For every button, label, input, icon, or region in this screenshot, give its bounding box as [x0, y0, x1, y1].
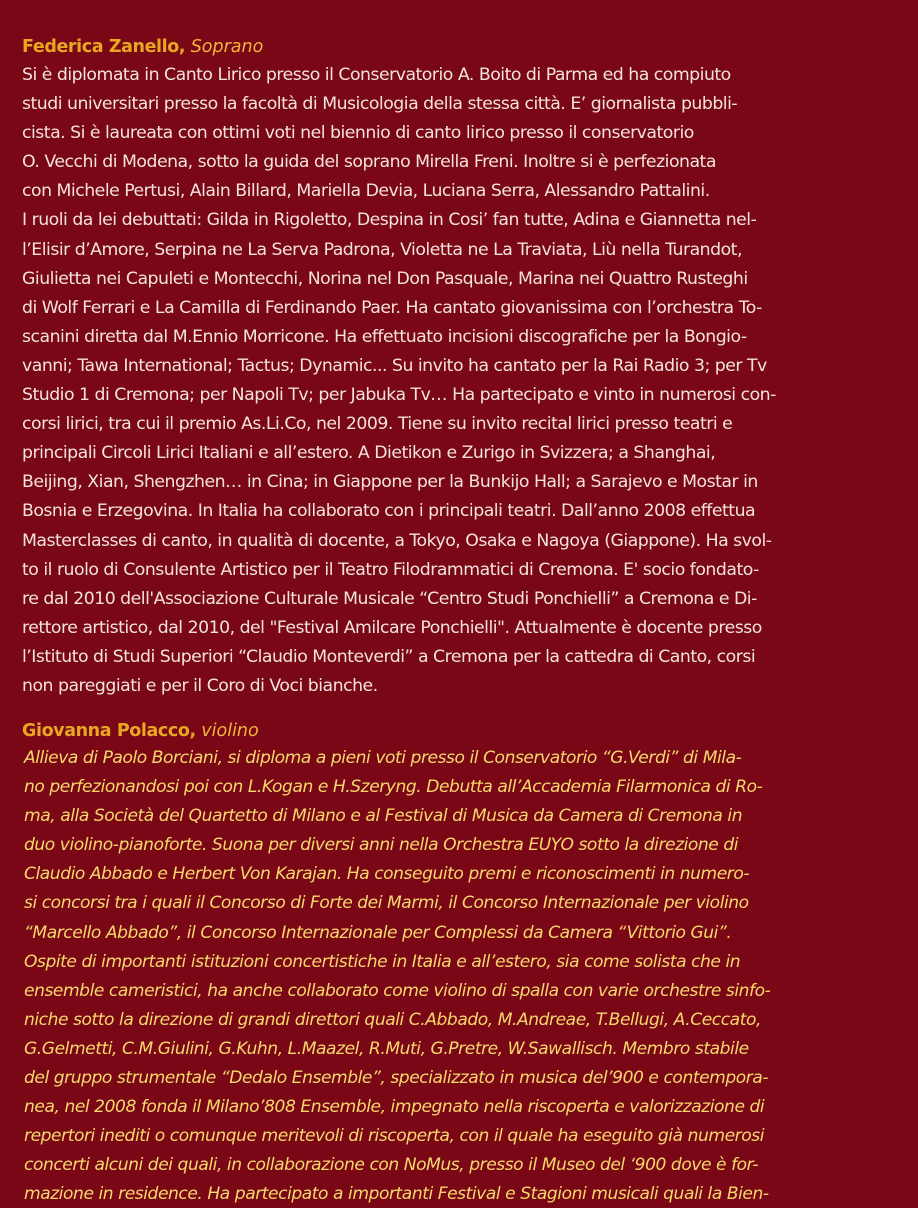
bio-line: Studio 1 di Cremona; per Napoli Tv; per Jabuka Tv… Ha partecipato e vinto in numerosi con-	[22, 385, 776, 406]
bio-line: rettore artistico, dal 2010, del "Festival Amilcare Ponchielli". Attualmente è docente presso	[22, 617, 762, 638]
bio-line: concerti alcuni dei quali, in collaborazione con NoMus, presso il Museo del ‘900 dove è for-	[24, 1155, 759, 1176]
bio-line: O. Vecchi di Modena, sotto la guida del soprano Mirella Freni. Inoltre si è perfezionata	[22, 152, 716, 173]
bio-line: mazione in residence. Ha partecipato a importanti Festival e Stagioni musicali quali la Bien-	[24, 1184, 769, 1205]
bio-line: Masterclasses di canto, in qualità di docente, a Tokyo, Osaka e Nagoya (Giappone). Ha svol-	[22, 530, 772, 551]
bio-line: duo violino-pianoforte. Suona per diversi anni nella Orchestra EUYO sotto la direzione di	[24, 835, 739, 856]
bio-line: principali Circoli Lirici Italiani e all’estero. A Dietikon e Zurigo in Svizzera; a Shanghai,	[22, 443, 716, 464]
bio-line: ma, alla Società del Quartetto di Milano e al Festival di Musica da Camera di Cremona in	[24, 806, 743, 827]
bio-line: Ospite di importanti istituzioni concertistiche in Italia e all’estero, sia come solista che in	[24, 951, 741, 972]
bio-line: vanni; Tawa International; Tactus; Dynamic... Su invito ha cantato per la Rai Radio 3; per Tv	[22, 355, 767, 376]
bio-line: to il ruolo di Consulente Artistico per il Teatro Filodrammatici di Cremona. E' socio fondato-	[22, 559, 759, 580]
bio-line: re dal 2010 dell'Associazione Culturale Musicale “Centro Studi Ponchielli” a Cremona e Di-	[22, 588, 757, 609]
bio-line: repertori inediti o comunque meritevoli di riscoperta, con il quale ha eseguito già numerosi	[24, 1126, 764, 1147]
bio-line: scanini diretta dal M.Ennio Morricone. Ha effettuato incisioni discografiche per la Bongio-	[22, 326, 747, 347]
bio-line: si concorsi tra i quali il Concorso di Forte dei Marmi, il Concorso Internazionale per violino	[24, 893, 749, 914]
bio-line: Claudio Abbado e Herbert Von Karajan. Ha conseguito premi e riconoscimenti in numero-	[24, 864, 750, 885]
bio-line: Bosnia e Erzegovina. In Italia ha collaborato con i principali teatri. Dall’anno 2008 effettua	[22, 501, 756, 522]
bio-line: I ruoli da lei debuttati: Gilda in Rigoletto, Despina in Cosi’ fan tutte, Adina e Giannetta nel-	[22, 210, 757, 231]
bio-line: Si è diplomata in Canto Lirico presso il Conservatorio A. Boito di Parma ed ha compiuto	[22, 65, 731, 85]
bio-line: non pareggiati e per il Coro di Voci bianche.	[22, 675, 378, 696]
bio-federica-zanello	[22, 35, 902, 701]
performer-name: Giovanna Polacco,	[22, 721, 196, 741]
bio-line: corsi lirici, tra cui il premio As.Li.Co, nel 2009. Tiene su invito recital lirici presso teatri e	[22, 414, 733, 435]
bio-line: no perfezionandosi poi con L.Kogan e H.Szeryng. Debutta all’Accademia Filarmonica di Ro-	[24, 777, 763, 798]
performer-role: Soprano	[190, 37, 264, 57]
bio-heading	[22, 35, 902, 60]
bio-line: del gruppo strumentale “Dedalo Ensemble”, specializzato in musica del’900 e contempora-	[24, 1068, 769, 1089]
bio-line: Allieva di Paolo Borciani, si diploma a pieni voti presso il Conservatorio “G.Verdi” di Mila-	[24, 748, 742, 768]
bio-line: ensemble cameristici, ha anche collaborato come violino di spalla con varie orchestre sinfo-	[24, 980, 771, 1001]
bio-line: niche sotto la direzione di grandi direttori quali C.Abbado, M.Andreae, T.Bellugi, A.Ceccato,	[24, 1009, 761, 1030]
bio-line: G.Gelmetti, C.M.Giulini, G.Kuhn, L.Maazel, R.Muti, G.Pretre, W.Sawallisch. Membro stabile	[24, 1038, 749, 1059]
bio-text	[22, 61, 902, 701]
bio-line: Giulietta nei Capuleti e Montecchi, Norina nel Don Pasquale, Marina nei Quattro Rusteghi	[22, 268, 748, 289]
bio-line: nea, nel 2008 fonda il Milano’808 Ensemble, impegnato nella riscoperta e valorizzazione di	[24, 1097, 765, 1118]
bio-line: cista. Si è laureata con ottimi voti nel biennio di canto lirico presso il conservatorio	[22, 123, 694, 144]
performer-role: violino	[201, 721, 259, 741]
bio-text	[24, 744, 902, 1208]
performer-name: Federica Zanello,	[22, 37, 186, 57]
bio-line: Beijing, Xian, Shengzhen… in Cina; in Giappone per la Bunkijo Hall; a Sarajevo e Mostar in	[22, 472, 758, 493]
bio-giovanna-polacco	[22, 719, 902, 1208]
bio-line: con Michele Pertusi, Alain Billard, Mariella Devia, Luciana Serra, Alessandro Pattalini.	[22, 181, 710, 202]
bio-line: studi universitari presso la facoltà di Musicologia della stessa città. E’ giornalista pubbli-	[22, 94, 738, 115]
bio-line: l’Istituto di Studi Superiori “Claudio Monteverdi” a Cremona per la cattedra di Canto, corsi	[22, 646, 756, 667]
bio-line: l’Elisir d’Amore, Serpina ne La Serva Padrona, Violetta ne La Traviata, Liù nella Turandot,	[22, 239, 742, 260]
bio-line: di Wolf Ferrari e La Camilla di Ferdinando Paer. Ha cantato giovanissima con l’orchestra To-	[22, 297, 762, 318]
bio-heading	[22, 719, 902, 744]
bio-line: “Marcello Abbado”, il Concorso Internazionale per Complessi da Camera “Vittorio Gui”.	[24, 922, 732, 943]
